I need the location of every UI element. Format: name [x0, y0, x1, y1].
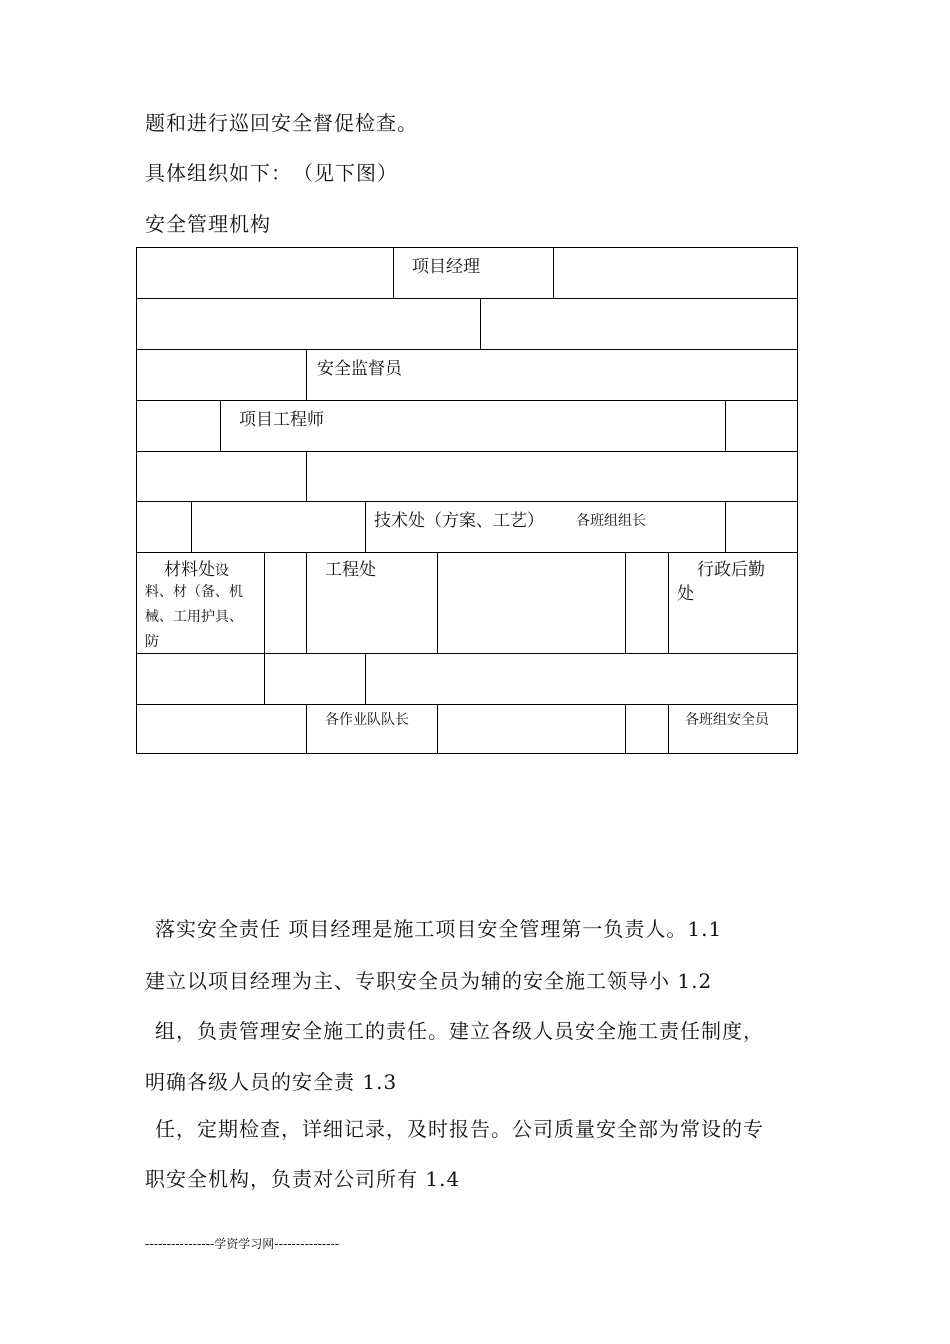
work-team-leaders-label: 各作业队队长: [325, 712, 409, 728]
org-cell: [136, 298, 481, 350]
org-cell: [365, 653, 798, 705]
admin-logistics-box: [668, 552, 798, 654]
team-safety-officers-label: 各班组安全员: [685, 712, 769, 728]
org-cell: [136, 247, 394, 299]
materials-dept-sub-1: 料、材（备、机: [145, 584, 243, 600]
body-line-2: 建立以项目经理为主、专职安全员为辅的安全施工领导小 1.2: [145, 969, 713, 993]
org-cell: [480, 298, 798, 350]
materials-dept-label: [164, 555, 229, 580]
body-line-5: 任，定期检查，详细记录，及时报告。公司质量安全部为常设的专: [155, 1117, 764, 1141]
materials-dept-box: [136, 552, 265, 654]
org-cell: [136, 400, 221, 452]
materials-dept-main: 材料处: [164, 560, 215, 580]
safety-supervisor-label: 安全监督员: [317, 359, 402, 379]
body-line-6: 职安全机构，负责对公司所有 1.4: [145, 1167, 461, 1191]
org-cell: [136, 501, 192, 553]
admin-logistics-line-2: 处: [677, 584, 694, 604]
org-cell: [437, 552, 626, 654]
team-leaders-label: 各班组组长: [576, 513, 646, 529]
project-engineer-label: 项目工程师: [239, 410, 324, 430]
org-cell: [725, 501, 798, 553]
org-cell: [553, 247, 798, 299]
org-cell: [264, 653, 366, 705]
org-cell: [191, 501, 366, 553]
org-cell: [437, 704, 626, 754]
materials-dept-sub-3: 防: [145, 634, 159, 650]
org-cell: [625, 704, 669, 754]
team-safety-officers-box: [668, 704, 798, 754]
org-cell: [625, 552, 669, 654]
body-line-3: 组，负责管理安全施工的责任。建立各级人员安全施工责任制度，: [155, 1019, 764, 1043]
intro-line-1: 题和进行巡回安全督促检查。: [145, 111, 418, 135]
body-line-1: 落实安全责任 项目经理是施工项目安全管理第一负责人。1.1: [155, 917, 723, 941]
org-cell: [136, 653, 265, 705]
org-cell: [264, 552, 307, 654]
org-cell: [136, 349, 307, 401]
safety-supervisor-box: [306, 349, 798, 401]
org-cell: [136, 704, 307, 754]
project-manager-label: 项目经理: [412, 257, 480, 277]
project-manager-box: [393, 247, 554, 299]
admin-logistics-line-1: 行政后勤: [697, 560, 765, 580]
materials-dept-sub-inline: 设: [215, 563, 229, 579]
work-team-leaders-box: [306, 704, 438, 754]
org-cell: [306, 451, 798, 502]
tech-dept-label: 技术处（方案、工艺）: [374, 511, 544, 531]
engineering-dept-box: [306, 552, 438, 654]
body-line-4: 明确各级人员的安全责 1.3: [145, 1070, 398, 1094]
project-engineer-box: [220, 400, 726, 452]
org-cell: [136, 451, 307, 502]
engineering-dept-label: 工程处: [325, 560, 376, 580]
tech-dept-box: [365, 501, 726, 553]
intro-line-2: 具体组织如下： （见下图）: [145, 161, 398, 185]
page-footer: ----------------学资学习网---------------: [145, 1237, 340, 1251]
org-cell: [725, 400, 798, 452]
chart-title: 安全管理机构: [145, 212, 271, 236]
materials-dept-sub-2: 械、工用护具、: [145, 609, 243, 625]
